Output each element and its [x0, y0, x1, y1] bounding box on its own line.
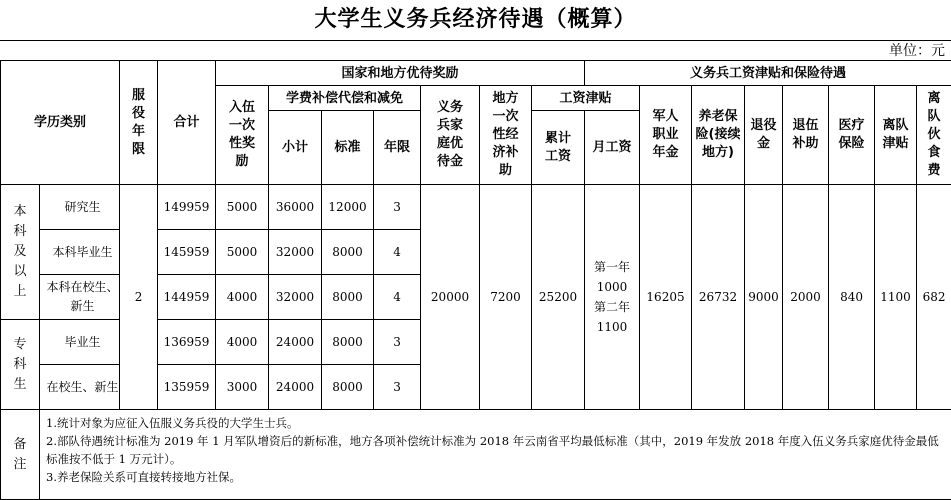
page-title: 大学生义务兵经济待遇（概算） — [314, 7, 637, 32]
header-tuition-group: 学费补偿代偿和减免 — [269, 86, 421, 111]
table-row — [1, 185, 951, 230]
cell-years: 4 — [374, 275, 421, 320]
annuity-value: 16205 — [640, 185, 692, 410]
cell-reward: 3000 — [216, 365, 269, 410]
medical-value: 840 — [829, 185, 875, 410]
benefits-table — [0, 60, 951, 500]
cell-total: 145959 — [158, 230, 216, 275]
header-tuition-years: 年限 — [374, 111, 421, 185]
header-salary-group: 工资津贴 — [532, 86, 640, 111]
monthly-salary-value — [585, 185, 640, 410]
notes-content — [40, 410, 951, 500]
cell-subtotal: 24000 — [269, 365, 322, 410]
cell-standard: 8000 — [322, 230, 374, 275]
header-total: 合计 — [158, 61, 216, 185]
header-category: 学历类别 — [1, 61, 120, 185]
row-label: 本科毕业生 — [40, 230, 120, 275]
cell-total: 135959 — [158, 365, 216, 410]
cell-years: 3 — [374, 320, 421, 365]
header-annuity: 军人职业年金 — [640, 86, 692, 185]
row-label: 在校生、新生 — [40, 365, 120, 410]
note-item: 1.统计对象为应征入伍服义务兵役的大学生士兵。 — [46, 416, 299, 430]
leave-food-value: 682 — [917, 185, 951, 410]
cell-total: 136959 — [158, 320, 216, 365]
header-discharge-pay: 退役金 — [745, 86, 783, 185]
note-item: 2.部队待遇统计标准为 2019 年 1 月军队增资后的新标准，地方各项补偿统计标准为 2018 年云南省平均最低标准（其中，2019 年发放 2018 年度入伍义务兵家庭优待金最低标准按不低于 1 万元计）。 — [46, 434, 939, 466]
retire-subsidy-value: 2000 — [783, 185, 829, 410]
cell-subtotal: 24000 — [269, 320, 322, 365]
header-tuition-subtotal: 小计 — [269, 111, 322, 185]
cell-subtotal: 32000 — [269, 230, 322, 275]
cell-subtotal: 36000 — [269, 185, 322, 230]
header-enlist-reward: 入伍一次性奖励 — [216, 86, 269, 185]
header-monthly-salary: 月工资 — [585, 111, 640, 185]
cell-reward: 4000 — [216, 275, 269, 320]
row-label: 毕业生 — [40, 320, 120, 365]
header-pension: 养老保险(接续地方) — [692, 86, 745, 185]
header-family-allowance: 义务兵家庭优待金 — [421, 86, 480, 185]
monthly-salary-year1: 第一年1000 — [594, 260, 631, 294]
cell-years: 3 — [374, 185, 421, 230]
cell-standard: 8000 — [322, 320, 374, 365]
group-label-undergrad: 本科及以上 — [1, 185, 40, 320]
header-national-group: 国家和地方优待奖励 — [216, 61, 585, 86]
cell-years: 4 — [374, 230, 421, 275]
unit-label: 单位：元 — [889, 43, 945, 59]
local-subsidy-value: 7200 — [480, 185, 532, 410]
pension-value: 26732 — [692, 185, 745, 410]
leave-allowance-value: 1100 — [875, 185, 917, 410]
header-cumulative-salary: 累计工资 — [532, 111, 585, 185]
header-military-group: 义务兵工资津贴和保险待遇 — [585, 61, 951, 86]
note-item: 3.养老保险关系可直接转接地方社保。 — [46, 470, 241, 484]
cell-subtotal: 32000 — [269, 275, 322, 320]
row-label: 研究生 — [40, 185, 120, 230]
monthly-salary-year2: 第二年1100 — [594, 300, 631, 334]
header-tuition-standard: 标准 — [322, 111, 374, 185]
title-bar — [0, 0, 951, 41]
header-leave-food: 离队伙食费 — [917, 86, 951, 185]
cell-reward: 5000 — [216, 230, 269, 275]
notes-label: 备注 — [1, 410, 40, 500]
cumulative-salary-value: 25200 — [532, 185, 585, 410]
header-local-subsidy: 地方一次性经济补助 — [480, 86, 532, 185]
header-retire-subsidy: 退伍补助 — [783, 86, 829, 185]
cell-standard: 12000 — [322, 185, 374, 230]
discharge-pay-value: 9000 — [745, 185, 783, 410]
cell-reward: 4000 — [216, 320, 269, 365]
row-label: 本科在校生、新生 — [40, 275, 120, 320]
cell-standard: 8000 — [322, 275, 374, 320]
cell-total: 149959 — [158, 185, 216, 230]
family-allowance-value: 20000 — [421, 185, 480, 410]
cell-years: 3 — [374, 365, 421, 410]
group-label-junior: 专科生 — [1, 320, 40, 410]
notes-row — [1, 410, 951, 500]
header-medical: 医疗保险 — [829, 86, 875, 185]
unit-row — [0, 40, 951, 60]
cell-total: 144959 — [158, 275, 216, 320]
cell-standard: 8000 — [322, 365, 374, 410]
header-service-years: 服役年限 — [120, 61, 158, 185]
header-leave-allowance: 离队津贴 — [875, 86, 917, 185]
service-years-value: 2 — [120, 185, 158, 410]
cell-reward: 5000 — [216, 185, 269, 230]
